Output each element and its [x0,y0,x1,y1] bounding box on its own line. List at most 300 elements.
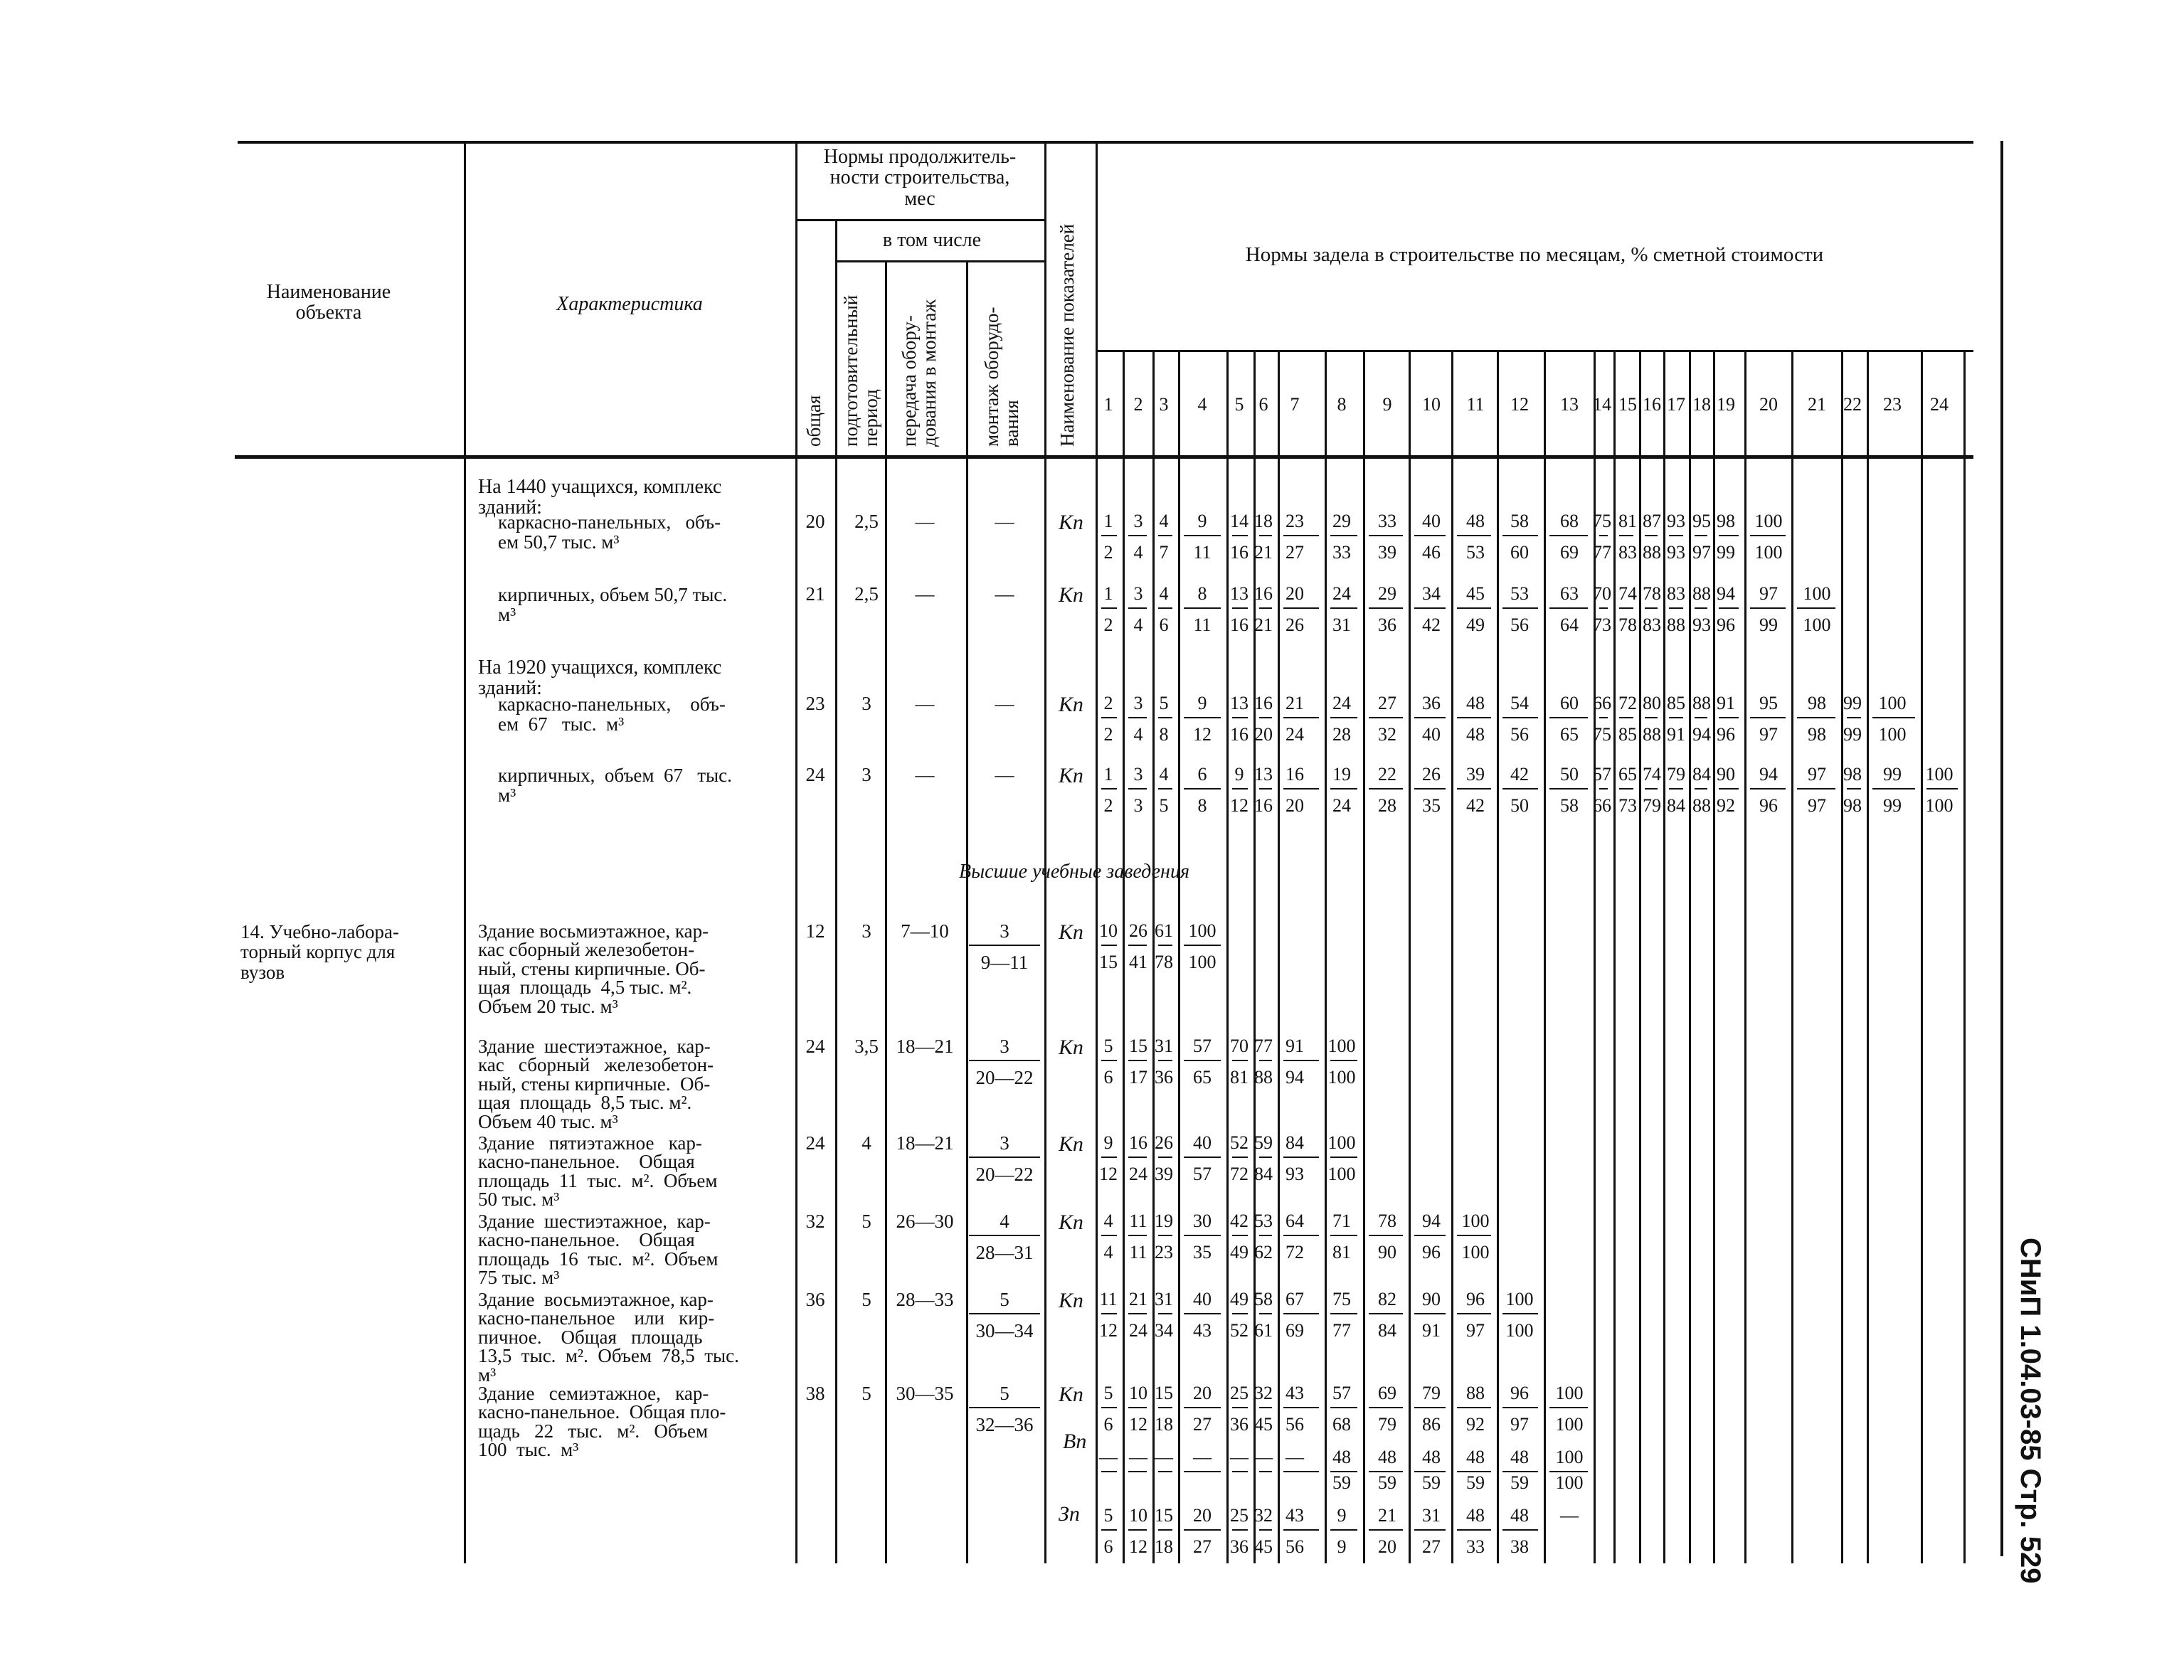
value-top: 42 [1230,1211,1249,1231]
row-total: 36 [805,1289,825,1310]
row-total: 24 [805,1036,825,1057]
value-bottom: 12 [1230,795,1249,816]
value-top: 85 [1667,693,1685,713]
value-bottom: 16 [1230,724,1249,745]
value-bottom: 65 [1560,724,1579,745]
value-bottom: 90 [1378,1242,1396,1262]
value-top: 63 [1560,583,1579,604]
fraction-bar [1158,1313,1172,1314]
value-bottom: 12 [1129,1414,1147,1435]
fraction-bar [1184,1407,1221,1408]
value-bottom: 35 [1422,795,1441,816]
header-object-name: Наименование объекта [266,281,391,324]
fraction-bar [1158,788,1172,790]
value-top: 70 [1230,1036,1249,1056]
header-backlog-norms: Нормы задела в строительстве по месяцам, % сметной стоимости [1245,243,1824,266]
value-bottom: 94 [1692,724,1711,745]
fraction-bar [1502,1313,1538,1314]
col-line [795,141,797,1563]
value-top: 33 [1378,511,1396,531]
value-bottom: 98 [1808,724,1826,745]
month-number: 1 [1103,394,1113,415]
fraction-bar [1599,535,1608,536]
value-bottom: 31 [1332,615,1351,635]
month-col-line [1713,350,1715,1563]
row-install-bottom: 30—34 [975,1320,1034,1341]
fraction-bar [1619,607,1633,609]
fraction-bar [1330,607,1357,609]
value-top: 100 [1461,1211,1490,1231]
value-top: 19 [1155,1211,1173,1231]
row-characteristic: кирпичных, объем 67 тыс. м³ [498,765,732,807]
row-indicator: Кп [1059,1289,1083,1312]
value-bottom: 77 [1332,1320,1351,1341]
value-bottom: 16 [1254,795,1273,816]
value-zp-top: 31 [1422,1505,1441,1526]
row-indicator: Кп [1059,1211,1083,1234]
value-top: 68 [1560,511,1579,531]
value-top: 67 [1286,1289,1304,1309]
value-bottom: 20 [1254,724,1273,745]
fraction-bar [1128,1157,1147,1158]
row-characteristic: Здание пятиэтажное кар- касно-панельное. Общая площадь 11 тыс. м². Объем 50 тыс. м³ [478,1132,718,1211]
fraction-bar [1283,1471,1319,1472]
fraction-bar [1502,788,1538,790]
month-number: 7 [1290,394,1300,415]
row-characteristic: Здание шестиэтажное, кар- касно-панельное. Общая площадь 16 тыс. м². Объем 75 тыс. м³ [478,1211,719,1289]
value-bottom: 53 [1466,542,1485,563]
fraction-bar [1158,607,1172,609]
value-vp-bottom: 100 [1555,1472,1584,1493]
fraction-bar [1128,717,1147,718]
value-bottom: 100 [1188,952,1216,972]
value-bottom: 34 [1155,1320,1173,1341]
row-prep: 3,5 [854,1036,879,1057]
month-col-line [1325,350,1327,1563]
month-col-line [1613,350,1616,1563]
value-bottom: 4 [1133,542,1143,563]
value-bottom: 97 [1808,795,1826,816]
value-bottom: 57 [1193,1164,1212,1184]
value-bottom: 11 [1129,1242,1147,1262]
fraction-bar [1128,1235,1147,1236]
value-bottom: 99 [1883,795,1902,816]
value-top: 81 [1618,511,1637,531]
fraction-bar [1259,1407,1272,1408]
fraction-bar [1414,607,1446,609]
value-bottom: 27 [1286,542,1304,563]
fraction-bar [1184,1157,1221,1158]
value-bottom: 61 [1254,1320,1273,1341]
fraction-bar [1847,717,1861,718]
value-top: 9 [1103,1132,1113,1153]
value-top: 98 [1717,511,1735,531]
value-top: 50 [1560,764,1579,785]
month-number: 21 [1808,394,1826,415]
row-indicator: Кп [1059,511,1083,534]
value-zp-bottom: 9 [1337,1536,1347,1557]
fraction-bar [1414,535,1446,536]
value-bottom: 99 [1759,615,1778,635]
value-top: 64 [1286,1211,1304,1231]
fraction-bar [1128,1407,1147,1408]
month-number: 8 [1337,394,1347,415]
row-prep: 3 [862,920,871,942]
value-top: 97 [1808,764,1826,785]
value-top: 53 [1254,1211,1273,1231]
fraction-bar [1457,717,1491,718]
fraction-bar [1158,717,1172,718]
col-line [464,895,466,902]
fraction-bar [1750,607,1786,609]
value-bottom: 24 [1286,724,1304,745]
month-col-line [1744,350,1746,1563]
value-bottom: 49 [1466,615,1485,635]
value-bottom: 15 [1099,952,1118,972]
fraction-bar [1414,1529,1446,1531]
value-vp-bottom: 59 [1510,1472,1529,1493]
row-characteristic: кирпичных, объем 50,7 тыс. м³ [498,584,728,626]
value-top: 59 [1254,1132,1273,1153]
row-total: 12 [805,920,825,942]
value-top: 72 [1618,693,1637,713]
value-top: 100 [1505,1289,1534,1309]
header-equipment-transfer: передача обору- дования в монтаж [898,299,940,447]
fraction-bar [1232,1529,1248,1531]
value-top: 16 [1129,1132,1147,1153]
value-top: 9 [1197,693,1207,713]
fraction-bar [1750,788,1786,790]
row-install-top: 3 [1000,1132,1009,1154]
value-top: 100 [1803,583,1831,604]
row-indicator: Кп [1059,764,1083,787]
header-top-rule [238,141,1973,144]
value-top: 60 [1560,693,1579,713]
value-top: 99 [1883,764,1902,785]
fraction-bar [1283,1313,1319,1314]
value-bottom: 3 [1133,795,1143,816]
value-top: 24 [1332,693,1351,713]
value-bottom: 56 [1510,724,1529,745]
value-top: 13 [1230,583,1249,604]
value-bottom: 2 [1103,795,1113,816]
fraction-bar [1457,535,1491,536]
value-bottom: 88 [1254,1067,1273,1088]
row-prep: 2,5 [854,583,879,605]
value-bottom: 96 [1422,1242,1441,1262]
value-bottom: 92 [1466,1414,1485,1435]
value-bottom: 62 [1254,1242,1273,1262]
row-indicator: Кп [1059,920,1083,944]
value-top: 8 [1197,583,1207,604]
fraction-bar [1330,1157,1357,1158]
value-bottom: 50 [1510,795,1529,816]
fraction-bar [1619,717,1633,718]
fraction-bar [1101,1157,1117,1158]
value-bottom: 2 [1103,724,1113,745]
row-transfer: 28—33 [896,1289,954,1310]
fraction-bar [1330,1235,1357,1236]
row-install: — [995,511,1014,532]
fraction-bar [1158,1157,1172,1158]
value-bottom: 91 [1667,724,1685,745]
month-number: 10 [1422,394,1441,415]
fraction-bar [1369,1313,1403,1314]
row-indicator: Кп [1059,1132,1083,1156]
fraction-bar [969,1407,1040,1408]
value-bottom: 83 [1643,615,1661,635]
row-characteristic: каркасно-панельных, объ- ем 50,7 тыс. м³ [498,511,721,553]
value-bottom: 75 [1593,724,1611,745]
value-bottom: 85 [1618,724,1637,745]
value-top: 11 [1099,1289,1118,1309]
value-bottom: 6 [1159,615,1169,635]
value-top: 100 [1878,693,1907,713]
value-top: 57 [1332,1383,1351,1403]
value-top: 45 [1466,583,1485,604]
value-bottom: 78 [1618,615,1637,635]
value-top: 23 [1286,511,1304,531]
fraction-bar [1128,535,1147,536]
value-bottom: 36 [1155,1067,1173,1088]
month-number: 2 [1133,394,1143,415]
fraction-bar [1457,1235,1491,1236]
value-zp-bottom: 27 [1422,1536,1441,1557]
value-bottom: 83 [1618,542,1637,563]
value-top: 5 [1103,1383,1113,1403]
fraction-bar [1283,1529,1319,1531]
fraction-bar [1797,717,1835,718]
value-bottom: 97 [1759,724,1778,745]
month-number: 22 [1843,394,1862,415]
value-top: 100 [1327,1036,1356,1056]
value-bottom: 66 [1593,795,1611,816]
duration-subrule [795,219,1044,221]
fraction-bar [1259,1529,1272,1531]
month-col-line [1226,350,1229,1563]
value-bottom: 88 [1643,542,1661,563]
row-install-bottom: 28—31 [975,1242,1034,1263]
month-number: 24 [1930,394,1949,415]
value-bottom: 11 [1193,615,1212,635]
value-zp-bottom: 33 [1466,1536,1485,1557]
value-top: 57 [1593,764,1611,785]
month-col-line [1791,350,1793,1563]
value-top: 40 [1193,1132,1212,1153]
value-top: 95 [1759,693,1778,713]
value-bottom: 97 [1510,1414,1529,1435]
month-col-line [1409,350,1411,1563]
month-number: 17 [1667,394,1685,415]
value-top: 99 [1843,693,1862,713]
fraction-bar [1457,607,1491,609]
fraction-bar [1128,607,1147,609]
value-top: 88 [1692,583,1711,604]
value-bottom: 28 [1378,795,1396,816]
value-zp-bottom: 27 [1193,1536,1212,1557]
fraction-bar [1283,1407,1319,1408]
value-top: 95 [1692,511,1711,531]
value-vp-bottom: 59 [1378,1472,1396,1493]
fraction-bar [1101,788,1117,790]
value-bottom: 18 [1155,1414,1173,1435]
value-bottom: 23 [1155,1242,1173,1262]
row-transfer: 30—35 [896,1383,954,1404]
value-bottom: 7 [1159,542,1169,563]
value-bottom: 96 [1759,795,1778,816]
col-line [885,260,887,1563]
fraction-bar [1719,607,1739,609]
month-number: 13 [1560,394,1579,415]
fraction-bar [1797,788,1835,790]
month-col-line [1689,350,1691,1563]
fraction-bar [1695,788,1707,790]
row-install-top: 5 [1000,1289,1009,1310]
value-top: 90 [1422,1289,1441,1309]
value-bottom: 36 [1378,615,1396,635]
row-install-top: 5 [1000,1383,1009,1404]
row-install-bottom: 9—11 [980,952,1029,973]
value-bottom: 98 [1843,795,1862,816]
value-bottom: 20 [1286,795,1304,816]
value-top: 88 [1466,1383,1485,1403]
value-bottom: 97 [1466,1320,1485,1341]
value-top: 53 [1510,583,1529,604]
month-col-line [1921,350,1923,1563]
fraction-bar [1158,535,1172,536]
value-bottom: 99 [1717,542,1735,563]
fraction-bar [1184,788,1221,790]
month-number: 11 [1466,394,1485,415]
fraction-bar [1330,1529,1357,1531]
row-prep: 3 [862,693,871,714]
row-total: 24 [805,764,825,785]
header-in-that-number: в том числе [882,229,982,251]
value-zp-bottom: 6 [1103,1536,1113,1557]
row-install: — [995,764,1014,785]
value-vp-top: 100 [1555,1447,1584,1467]
value-bottom: 100 [1925,795,1954,816]
value-zp-top: 32 [1254,1505,1273,1526]
value-top: 1 [1103,764,1113,785]
fraction-bar [1645,788,1658,790]
row-transfer: — [915,583,935,605]
value-bottom: 24 [1129,1164,1147,1184]
fraction-bar [969,1060,1040,1061]
value-bottom: 42 [1422,615,1441,635]
fraction-bar [1797,607,1835,609]
fraction-bar [1283,1157,1319,1158]
value-top: 100 [1925,764,1954,785]
value-bottom: 65 [1193,1067,1212,1088]
fraction-bar [1719,535,1739,536]
row-prep: 5 [862,1211,871,1232]
row-total: 24 [805,1132,825,1154]
value-bottom: 100 [1555,1414,1584,1435]
value-top: 66 [1593,693,1611,713]
value-zp-top: 20 [1193,1505,1212,1526]
month-col-line [1841,350,1843,1563]
fraction-bar [1184,1471,1221,1472]
value-bottom: 2 [1103,542,1113,563]
row-indicator: Кп [1059,583,1083,607]
row-prep: 5 [862,1383,871,1404]
value-bottom: 6 [1103,1067,1113,1088]
value-top: 19 [1332,764,1351,785]
value-top: 79 [1422,1383,1441,1403]
fraction-bar [1128,1529,1147,1531]
value-bottom: 16 [1230,542,1249,563]
value-bottom: 69 [1560,542,1579,563]
value-top: 74 [1618,583,1637,604]
fraction-bar [1158,1407,1172,1408]
value-zp-top: 10 [1129,1505,1147,1526]
value-bottom: 72 [1286,1242,1304,1262]
value-vp-bottom: 59 [1332,1472,1351,1493]
month-number: 16 [1643,394,1661,415]
fraction-bar [1457,1313,1491,1314]
value-bottom: 56 [1286,1414,1304,1435]
value-zp-top: 25 [1230,1505,1249,1526]
value-top: 100 [1754,511,1783,531]
fraction-bar [1184,717,1221,718]
value-bottom: 52 [1230,1320,1249,1341]
row-total: 23 [805,693,825,714]
value-top: 87 [1643,511,1661,531]
fraction-bar [1101,607,1117,609]
row-install: — [995,693,1014,714]
fraction-bar [1101,535,1117,536]
value-bottom: 84 [1378,1320,1396,1341]
month-number: 20 [1759,394,1778,415]
value-top: 10 [1129,1383,1147,1403]
header-characteristic: Характеристика [556,293,703,315]
fraction-bar [1369,1407,1403,1408]
row-characteristic: Здание шестиэтажное, кар- кас сборный железобетон- ный, стены кирпичные. Об- щая площадь 8,5 тыс. м². Объем 40 тыс. м³ [478,1036,714,1132]
value-top: 4 [1159,764,1169,785]
value-bottom: 81 [1230,1067,1249,1088]
value-top: 31 [1155,1036,1173,1056]
month-number: 19 [1717,394,1735,415]
fraction-bar [969,1157,1040,1158]
month-col-line [1497,350,1499,1563]
fraction-bar [1619,535,1633,536]
value-top: 26 [1422,764,1441,785]
value-bottom: 88 [1692,795,1711,816]
value-bottom: 33 [1332,542,1351,563]
right-border-line [2000,141,2003,1556]
fraction-bar [1101,1313,1117,1314]
fraction-bar [1158,1235,1172,1236]
fraction-bar [1599,607,1608,609]
fraction-bar [1128,1060,1147,1061]
fraction-bar [1549,535,1588,536]
value-vp-top: — [1129,1447,1147,1467]
row-total: 20 [805,511,825,532]
fraction-bar [1232,1060,1248,1061]
value-top: 69 [1378,1383,1396,1403]
fraction-bar [1926,788,1958,790]
value-bottom: 79 [1378,1414,1396,1435]
value-bottom: 96 [1717,724,1735,745]
fraction-bar [1645,717,1658,718]
fraction-bar [1330,788,1357,790]
month-col-line [1639,350,1641,1563]
month-col-line [1594,350,1596,1563]
fraction-bar [1330,1407,1357,1408]
value-bottom: 86 [1422,1414,1441,1435]
value-top: 6 [1197,764,1207,785]
